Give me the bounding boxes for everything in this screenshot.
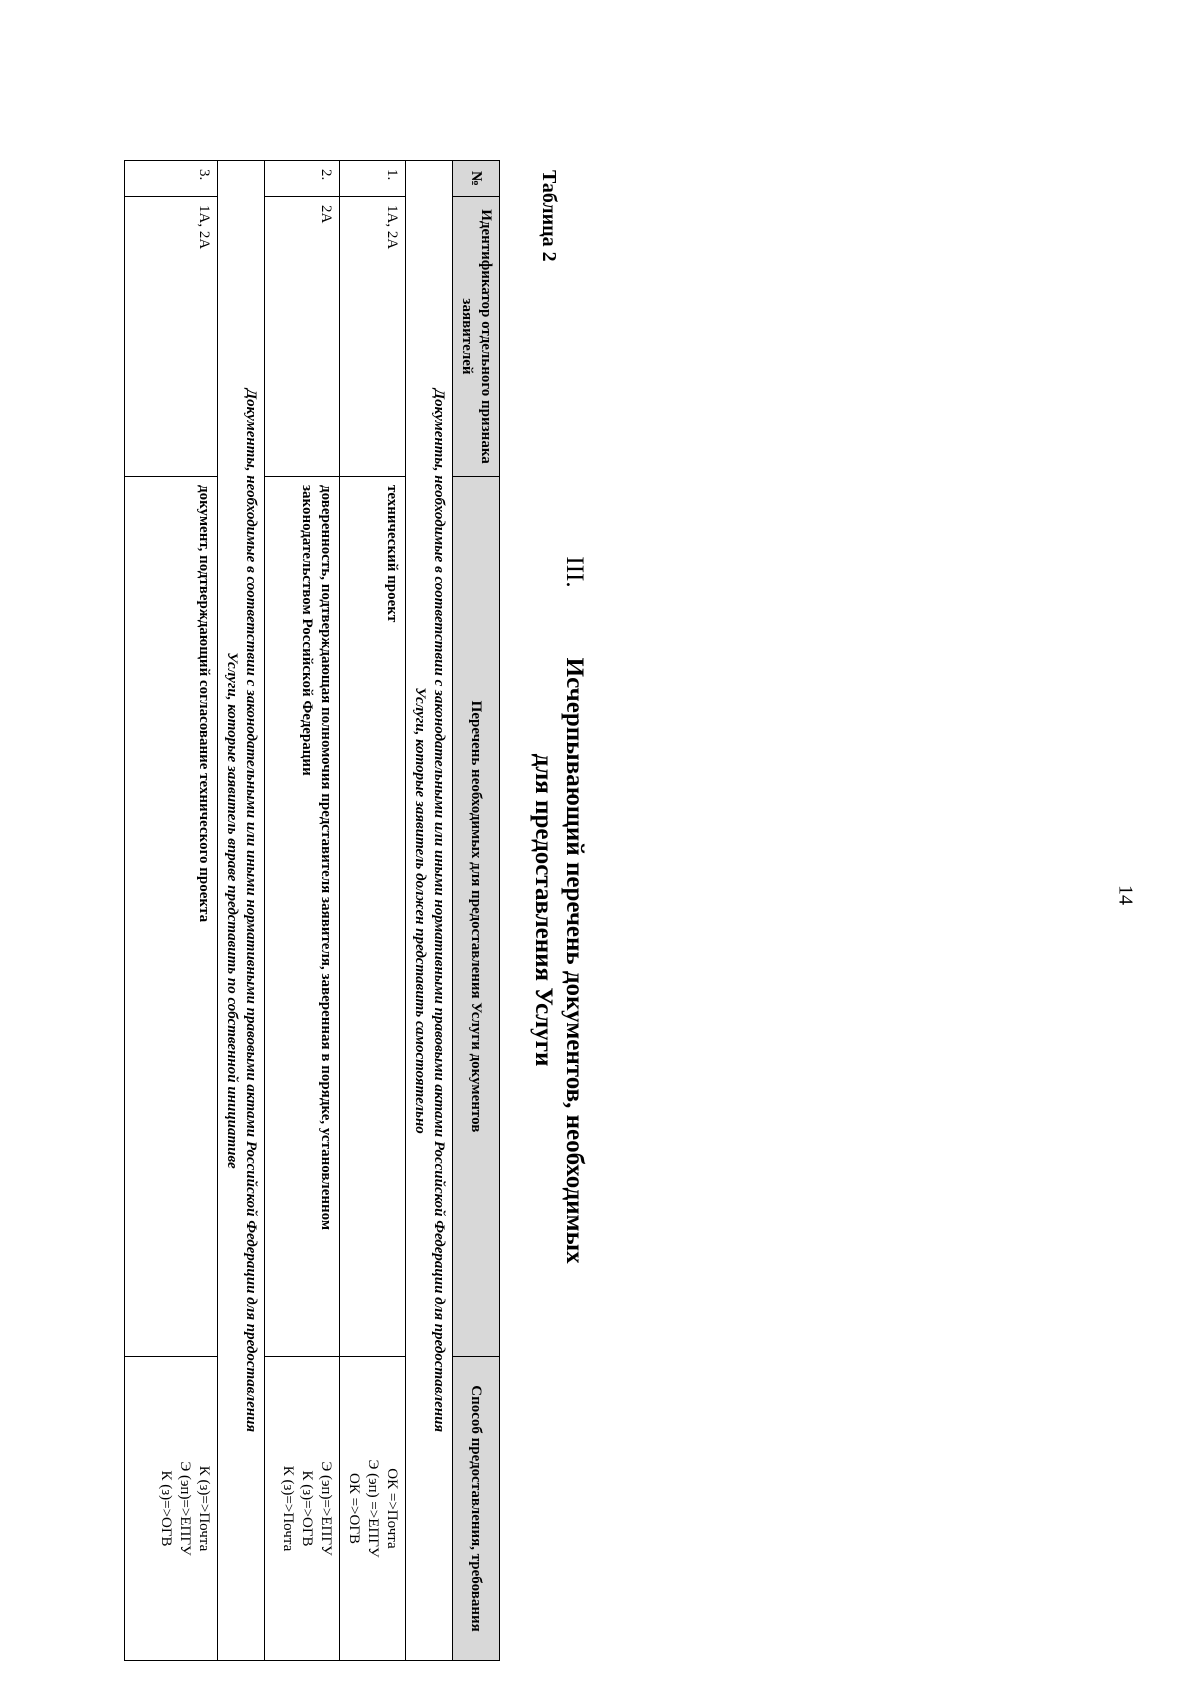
section-row-1 (406, 161, 453, 1661)
method-item: К (з)=>ОГВ (299, 1470, 315, 1547)
method-item: Э (эп) =>ЕПГУ (365, 1459, 381, 1558)
title-line-2: для предоставления Услуги (530, 753, 557, 1067)
page-number: 14 (1114, 885, 1137, 905)
row-document: доверенность, подтверждающая полномочия представителя заявителя, заверенная в порядке, установленном законодательством Российской Федерации (265, 477, 340, 1357)
table-row (125, 161, 218, 1661)
section-number: III. (561, 556, 588, 588)
row-document: документ, подтверждающий согласование технического проекта (125, 477, 218, 1357)
method-item: Э (эп)=>ЕПГУ (177, 1461, 193, 1556)
row-document: технический проект (340, 477, 406, 1357)
section-heading-2 (218, 161, 265, 1661)
table-row (340, 161, 406, 1661)
header-documents: Перечень необходимых для предоставления Услуги документов (453, 477, 500, 1357)
rotated-page-content (150, 140, 590, 1680)
method-item: К (з)=>Почта (280, 1465, 296, 1552)
section-title (528, 140, 590, 1680)
section-row-2 (218, 161, 265, 1661)
method-item: ОК =>ОГВ (346, 1472, 362, 1544)
row-number: 2. (265, 161, 340, 197)
header-methods: Способ предоставления, требования (453, 1357, 500, 1661)
section-heading-2-line-2: Услуги, которые заявитель вправе представить по собственной инициативе (224, 652, 240, 1169)
table-caption: Таблица 2 (538, 170, 560, 262)
header-number: № (453, 161, 500, 197)
section-heading-2-line-1: Документы, необходимые в соответствии с законодательными или иными нормативными правовыми актами Российской Федерации для предоставления (243, 388, 259, 1433)
row-identifier: 1А, 2А (125, 197, 218, 477)
row-methods (125, 1357, 218, 1661)
method-item: Э (эп)=>ЕПГУ (318, 1461, 334, 1556)
row-identifier: 2А (265, 197, 340, 477)
header-identifier: Идентификатор отдельного признака заявителей (453, 197, 500, 477)
section-heading-1 (406, 161, 453, 1661)
table-row (265, 161, 340, 1661)
row-number: 1. (340, 161, 406, 197)
method-item: ОК =>Почта (384, 1468, 400, 1549)
table-header-row (453, 161, 500, 1661)
row-methods (340, 1357, 406, 1661)
title-line-1: Исчерпывающий перечень документов, необходимых (561, 657, 588, 1264)
section-heading-1-line-1: Документы, необходимые в соответствии с законодательными или иными нормативными правовыми актами Российской Федерации для предоставления (431, 388, 447, 1433)
documents-table (124, 160, 500, 1661)
section-heading-1-line-2: Услуги, которые заявитель должен представить самостоятельно (412, 687, 428, 1134)
row-identifier: 1А, 2А (340, 197, 406, 477)
row-number: 3. (125, 161, 218, 197)
method-item: К (з)=>ОГВ (158, 1470, 174, 1547)
method-item: К (з)=>Почта (196, 1465, 212, 1552)
row-methods (265, 1357, 340, 1661)
